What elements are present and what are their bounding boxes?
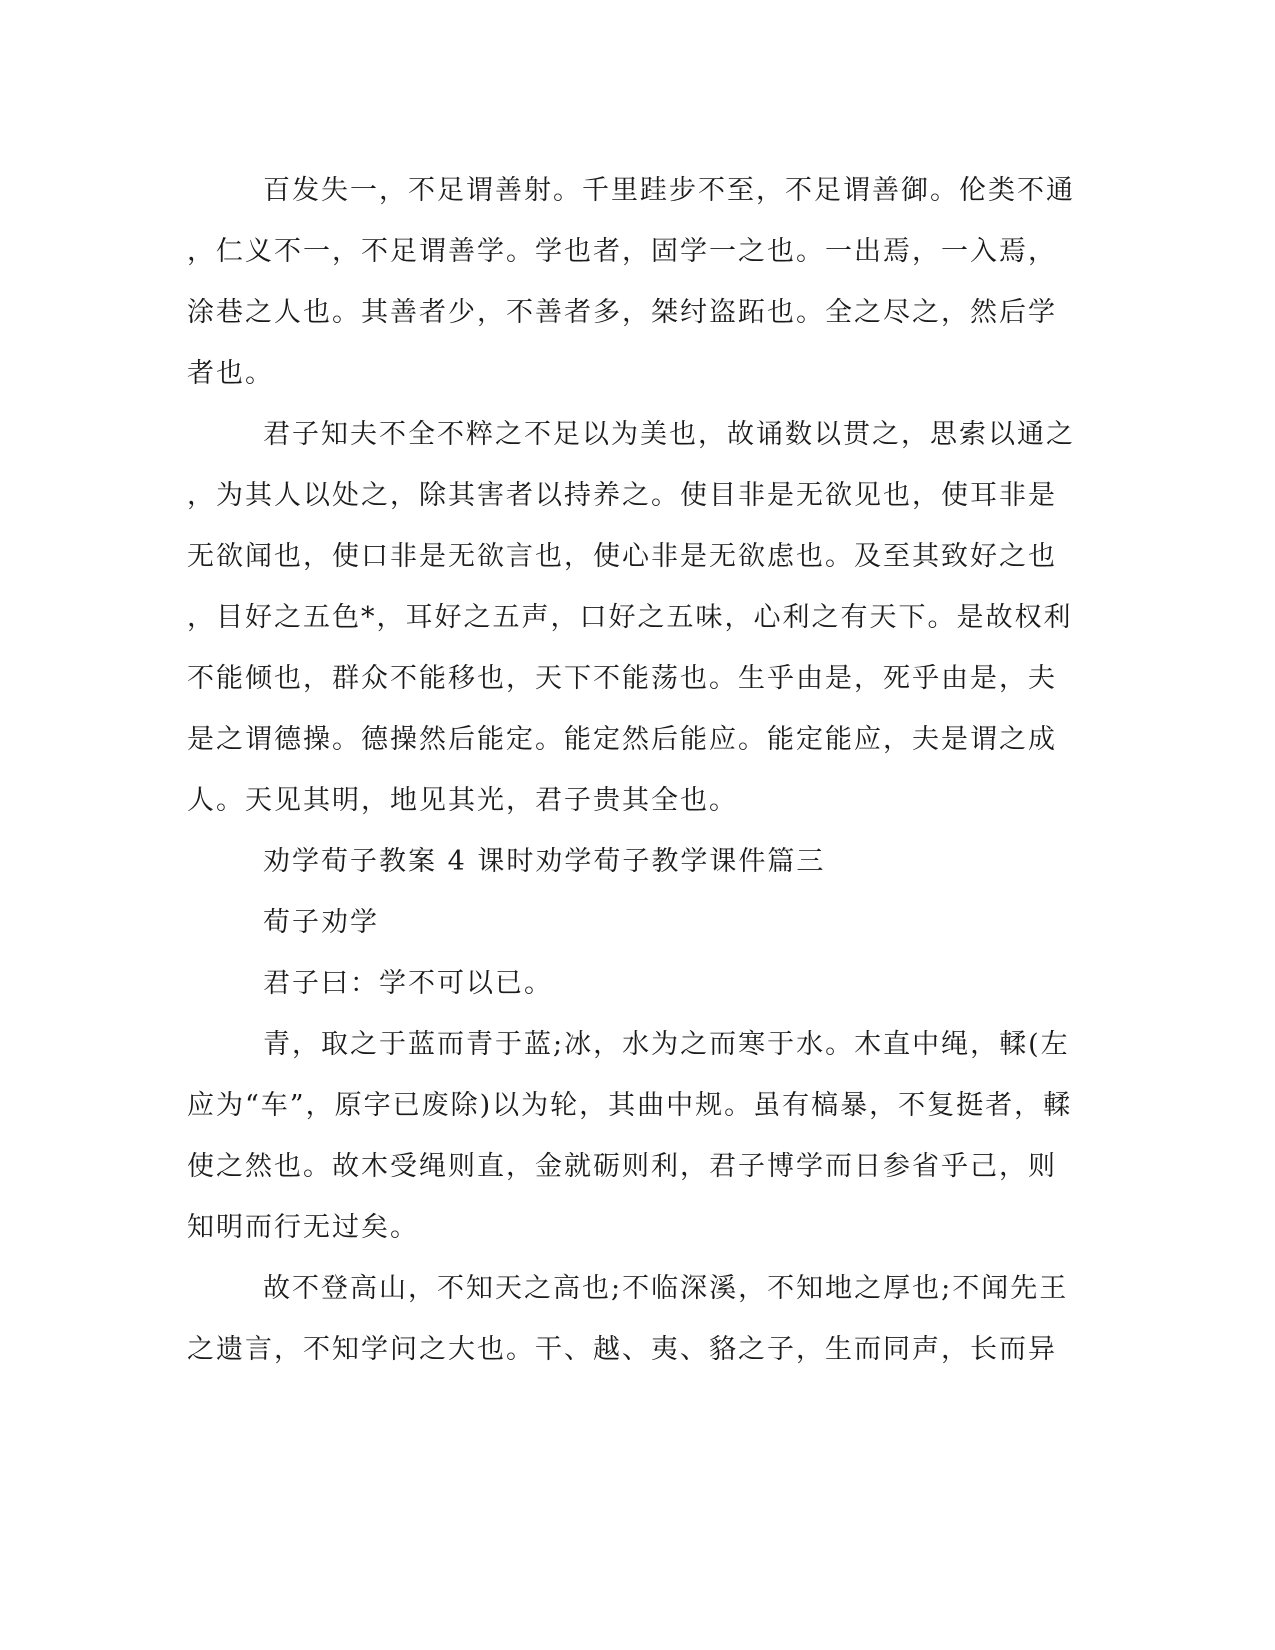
paragraph-1-line-4: 者也。 [187, 358, 274, 389]
paragraph-2-line-4: ，目好之五色*，耳好之五声，口好之五味，心利之有天下。是故权利 [187, 602, 1073, 633]
paragraph-4-line-1: 故不登高山，不知天之高也;不临深溪，不知地之厚也;不闻先王 [263, 1273, 1069, 1304]
paragraph-1-line-2: ，仁义不一，不足谓善学。学也者，固学一之也。一出焉，一入焉， [187, 236, 1057, 267]
document-body [187, 160, 1087, 1380]
paragraph-1-line-1: 百发失一，不足谓善射。千里跬步不至，不足谓善御。伦类不通 [263, 175, 1075, 206]
paragraph-1-line-3: 涂巷之人也。其善者少，不善者多，桀纣盗跖也。全之尽之，然后学 [187, 297, 1057, 328]
paragraph-4-line-2: 之遗言，不知学问之大也。干、越、夷、貉之子，生而同声，长而异 [187, 1334, 1057, 1365]
opening-sentence: 君子曰：学不可以已。 [263, 968, 553, 999]
paragraph-2-line-5: 不能倾也，群众不能移也，天下不能荡也。生乎由是，死乎由是，夫 [187, 663, 1057, 694]
paragraph-2-line-6: 是之谓德操。德操然后能定。能定然后能应。能定能应，夫是谓之成 [187, 724, 1057, 755]
paragraph-2-line-1: 君子知夫不全不粹之不足以为美也，故诵数以贯之，思索以通之 [263, 419, 1075, 450]
paragraph-3-line-1: 青，取之于蓝而青于蓝;冰，水为之而寒于水。木直中绳，輮(左 [263, 1029, 1070, 1060]
article-title: 荀子劝学 [263, 907, 379, 938]
paragraph-3-line-2: 应为“车”，原字已废除)以为轮，其曲中规。虽有槁暴，不复挺者，輮 [187, 1090, 1073, 1121]
paragraph-2-line-7: 人。天见其明，地见其光，君子贵其全也。 [187, 785, 738, 816]
paragraph-2-line-2: ，为其人以处之，除其害者以持养之。使目非是无欲见也，使耳非是 [187, 480, 1057, 511]
paragraph-3-line-4: 知明而行无过矣。 [187, 1212, 419, 1243]
paragraph-3-line-3: 使之然也。故木受绳则直，金就砺则利，君子博学而日参省乎己，则 [187, 1151, 1057, 1182]
section-heading: 劝学荀子教案 4 课时劝学荀子教学课件篇三 [263, 846, 826, 877]
paragraph-2-line-3: 无欲闻也，使口非是无欲言也，使心非是无欲虑也。及至其致好之也 [187, 541, 1057, 572]
